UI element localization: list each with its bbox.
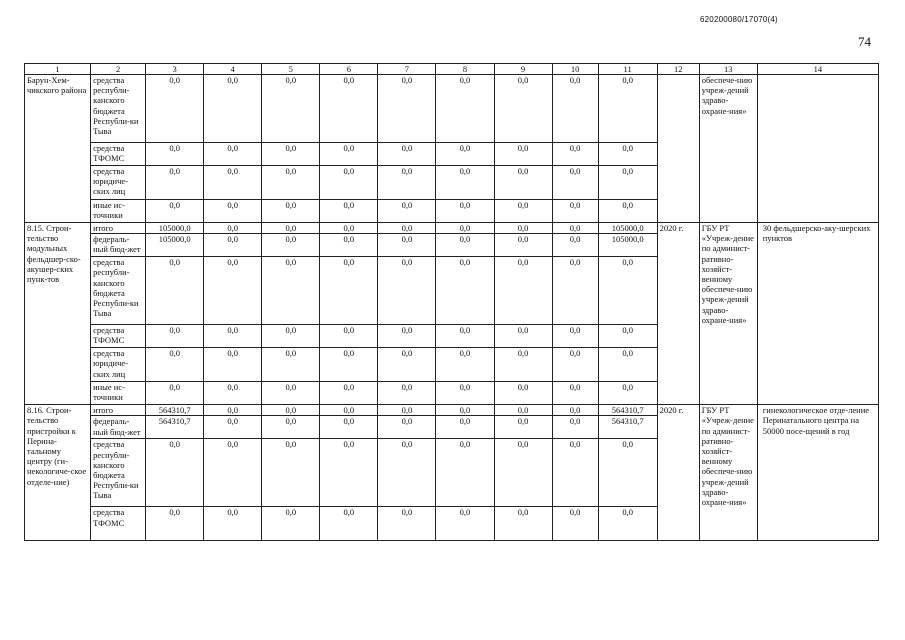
table-row (25, 75, 879, 143)
value-cell: 0,0 (262, 325, 320, 348)
value-cell: 0,0 (494, 325, 552, 348)
value-cell: 0,0 (204, 234, 262, 257)
funding-source-cell: средства ТФОМС (91, 507, 146, 541)
value-cell: 0,0 (494, 405, 552, 416)
value-cell: 0,0 (598, 348, 657, 382)
page-number: 74 (858, 34, 871, 49)
value-cell: 0,0 (552, 200, 598, 223)
document-number: 620200080/17070(4) (700, 15, 778, 24)
funding-source-cell: средства республи-канского бюджета Республи-ки Тыва (91, 257, 146, 325)
value-cell: 0,0 (552, 143, 598, 166)
value-cell: 0,0 (204, 382, 262, 405)
funding-source-cell: иные ис-точники (91, 200, 146, 223)
value-cell: 0,0 (436, 405, 494, 416)
value-cell: 0,0 (320, 416, 378, 439)
value-cell: 0,0 (204, 257, 262, 325)
value-cell: 0,0 (436, 75, 494, 143)
value-cell: 0,0 (378, 75, 436, 143)
executor-cell: ГБУ РТ «Учреж-дение по админист-ративно-хозяйст-венному обеспече-нию учреж-дений здраво-охране-ния» (699, 405, 757, 541)
value-cell: 0,0 (262, 416, 320, 439)
value-cell: 0,0 (146, 382, 204, 405)
value-cell: 0,0 (552, 405, 598, 416)
value-cell: 0,0 (378, 405, 436, 416)
value-cell: 0,0 (494, 348, 552, 382)
value-cell: 0,0 (436, 348, 494, 382)
value-cell: 0,0 (320, 348, 378, 382)
year-cell: 2020 г. (657, 405, 699, 541)
funding-source-cell: средства юридиче-ских лиц (91, 348, 146, 382)
funding-source-cell: иные ис-точники (91, 382, 146, 405)
value-cell: 0,0 (146, 348, 204, 382)
executor-cell: обеспече-нию учреж-дений здраво-охране-ния» (699, 75, 757, 223)
value-cell: 0,0 (262, 257, 320, 325)
value-cell: 0,0 (436, 416, 494, 439)
value-cell: 0,0 (552, 416, 598, 439)
value-cell: 0,0 (146, 507, 204, 541)
value-cell: 0,0 (262, 234, 320, 257)
funding-source-cell: средства республи-канского бюджета Республи-ки Тыва (91, 439, 146, 507)
table-row (25, 405, 879, 416)
table-row (25, 223, 879, 234)
value-cell: 0,0 (320, 223, 378, 234)
value-cell: 0,0 (204, 348, 262, 382)
value-cell: 0,0 (378, 348, 436, 382)
value-cell: 0,0 (262, 439, 320, 507)
value-cell: 0,0 (436, 382, 494, 405)
value-cell: 0,0 (598, 439, 657, 507)
value-cell: 0,0 (494, 166, 552, 200)
value-cell: 0,0 (320, 507, 378, 541)
value-cell: 0,0 (146, 325, 204, 348)
value-cell: 0,0 (320, 143, 378, 166)
value-cell: 0,0 (552, 382, 598, 405)
value-cell: 0,0 (204, 405, 262, 416)
budget-table (24, 63, 879, 541)
value-cell: 564310,7 (598, 416, 657, 439)
value-cell: 0,0 (378, 382, 436, 405)
value-cell: 0,0 (320, 166, 378, 200)
value-cell: 0,0 (204, 223, 262, 234)
value-cell: 0,0 (204, 75, 262, 143)
value-cell: 0,0 (146, 439, 204, 507)
value-cell: 0,0 (436, 439, 494, 507)
value-cell: 0,0 (494, 439, 552, 507)
value-cell: 0,0 (378, 416, 436, 439)
value-cell: 0,0 (204, 143, 262, 166)
value-cell: 0,0 (494, 143, 552, 166)
value-cell: 0,0 (494, 223, 552, 234)
value-cell: 0,0 (378, 200, 436, 223)
value-cell: 0,0 (552, 234, 598, 257)
executor-cell: ГБУ РТ «Учреж-дение по админист-ративно-хозяйст-венному обеспече-нию учреж-дений здраво-охране-ния» (699, 223, 757, 405)
funding-source-cell: федераль-ный бюд-жет (91, 416, 146, 439)
value-cell: 0,0 (552, 257, 598, 325)
column-header: 1 (25, 64, 91, 75)
value-cell: 0,0 (378, 257, 436, 325)
value-cell: 0,0 (320, 405, 378, 416)
funding-source-cell: средства республи-канского бюджета Республи-ки Тыва (91, 75, 146, 143)
funding-source-cell: федераль-ный бюд-жет (91, 234, 146, 257)
value-cell: 0,0 (552, 348, 598, 382)
value-cell: 0,0 (320, 257, 378, 325)
value-cell: 0,0 (146, 75, 204, 143)
value-cell: 0,0 (262, 223, 320, 234)
value-cell: 0,0 (494, 200, 552, 223)
year-cell: 2020 г. (657, 223, 699, 405)
value-cell: 0,0 (262, 75, 320, 143)
value-cell: 0,0 (552, 75, 598, 143)
value-cell: 0,0 (204, 507, 262, 541)
value-cell: 0,0 (378, 234, 436, 257)
funding-source-cell: итого (91, 405, 146, 416)
value-cell: 105000,0 (146, 234, 204, 257)
value-cell: 0,0 (262, 507, 320, 541)
value-cell: 0,0 (552, 223, 598, 234)
value-cell: 105000,0 (598, 223, 657, 234)
value-cell: 0,0 (320, 234, 378, 257)
value-cell: 0,0 (262, 348, 320, 382)
column-header: 4 (204, 64, 262, 75)
result-cell: 30 фельдшерско-аку-шерских пунктов (757, 223, 878, 405)
value-cell: 0,0 (436, 325, 494, 348)
value-cell: 0,0 (552, 507, 598, 541)
value-cell: 0,0 (378, 507, 436, 541)
funding-source-cell: средства ТФОМС (91, 325, 146, 348)
value-cell: 0,0 (204, 166, 262, 200)
value-cell: 0,0 (146, 200, 204, 223)
value-cell: 0,0 (146, 143, 204, 166)
value-cell: 0,0 (598, 200, 657, 223)
value-cell: 0,0 (552, 325, 598, 348)
value-cell: 0,0 (598, 75, 657, 143)
value-cell: 105000,0 (146, 223, 204, 234)
value-cell: 0,0 (598, 325, 657, 348)
column-header: 12 (657, 64, 699, 75)
value-cell: 0,0 (262, 166, 320, 200)
value-cell: 0,0 (552, 439, 598, 507)
value-cell: 0,0 (598, 507, 657, 541)
value-cell: 0,0 (378, 166, 436, 200)
value-cell: 0,0 (436, 223, 494, 234)
value-cell: 0,0 (436, 507, 494, 541)
value-cell: 0,0 (262, 143, 320, 166)
column-header: 5 (262, 64, 320, 75)
column-number-row (25, 64, 879, 75)
column-header: 2 (91, 64, 146, 75)
value-cell: 0,0 (436, 234, 494, 257)
value-cell: 0,0 (378, 143, 436, 166)
column-header: 9 (494, 64, 552, 75)
value-cell: 0,0 (598, 166, 657, 200)
value-cell: 0,0 (262, 382, 320, 405)
value-cell: 0,0 (262, 405, 320, 416)
value-cell: 0,0 (598, 257, 657, 325)
column-header: 11 (598, 64, 657, 75)
value-cell: 0,0 (204, 200, 262, 223)
value-cell: 0,0 (146, 166, 204, 200)
column-header: 14 (757, 64, 878, 75)
value-cell: 564310,7 (146, 416, 204, 439)
value-cell: 0,0 (494, 257, 552, 325)
value-cell: 0,0 (320, 325, 378, 348)
value-cell: 0,0 (494, 416, 552, 439)
value-cell: 0,0 (262, 200, 320, 223)
value-cell: 0,0 (378, 325, 436, 348)
year-cell (657, 75, 699, 223)
funding-source-cell: итого (91, 223, 146, 234)
result-cell: гинекологическое отде-ление Перинатального центра на 50000 посе-щений в год (757, 405, 878, 541)
value-cell: 0,0 (494, 234, 552, 257)
column-header: 10 (552, 64, 598, 75)
value-cell: 0,0 (378, 439, 436, 507)
value-cell: 0,0 (436, 166, 494, 200)
value-cell: 0,0 (204, 416, 262, 439)
value-cell: 0,0 (598, 382, 657, 405)
value-cell: 0,0 (204, 325, 262, 348)
value-cell: 0,0 (494, 507, 552, 541)
column-header: 7 (378, 64, 436, 75)
activity-name-cell: 8.15. Строи-тельство модульных фельдшер-ско-акушер-ских пунк-тов (25, 223, 91, 405)
value-cell: 105000,0 (598, 234, 657, 257)
value-cell: 0,0 (494, 382, 552, 405)
value-cell: 564310,7 (146, 405, 204, 416)
value-cell: 0,0 (204, 439, 262, 507)
column-header: 6 (320, 64, 378, 75)
column-header: 8 (436, 64, 494, 75)
column-header: 13 (699, 64, 757, 75)
funding-source-cell: средства юридиче-ских лиц (91, 166, 146, 200)
value-cell: 0,0 (436, 257, 494, 325)
value-cell: 564310,7 (598, 405, 657, 416)
value-cell: 0,0 (436, 143, 494, 166)
value-cell: 0,0 (146, 257, 204, 325)
value-cell: 0,0 (320, 382, 378, 405)
value-cell: 0,0 (378, 223, 436, 234)
result-cell (757, 75, 878, 223)
column-header: 3 (146, 64, 204, 75)
value-cell: 0,0 (320, 75, 378, 143)
value-cell: 0,0 (436, 200, 494, 223)
funding-source-cell: средства ТФОМС (91, 143, 146, 166)
value-cell: 0,0 (598, 143, 657, 166)
activity-name-cell: 8.16. Строи-тельство пристройки к Перина-тальному центру (ги-некологиче-ское отделе-ние) (25, 405, 91, 541)
value-cell: 0,0 (494, 75, 552, 143)
activity-name-cell: Барун-Хем-чикского района (25, 75, 91, 223)
value-cell: 0,0 (320, 439, 378, 507)
value-cell: 0,0 (320, 200, 378, 223)
value-cell: 0,0 (552, 166, 598, 200)
